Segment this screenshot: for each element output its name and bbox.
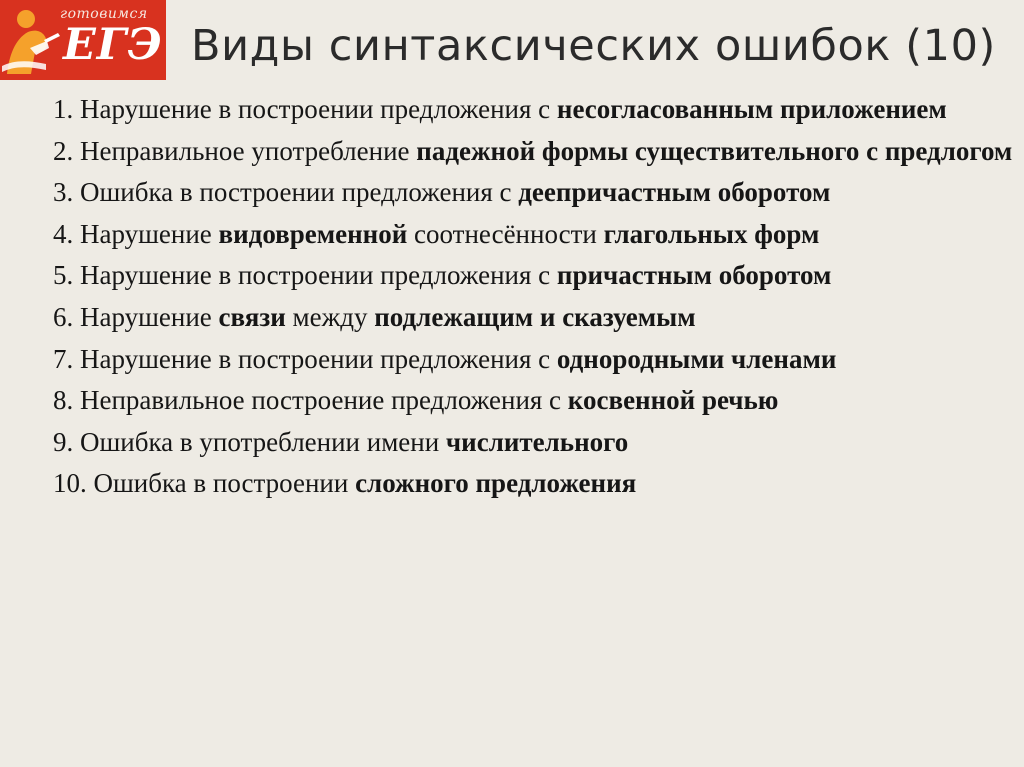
item-text: 5. Нарушение в построении предложения с bbox=[53, 260, 557, 291]
list-item bbox=[53, 89, 1013, 131]
item-text: 9. Ошибка в употреблении имени bbox=[53, 426, 446, 457]
item-text: 3. Ошибка в построении предложения с bbox=[53, 177, 519, 208]
item-text: между bbox=[285, 301, 375, 332]
list-item bbox=[53, 214, 1013, 256]
syntax-error-list bbox=[53, 89, 1013, 505]
list-item bbox=[53, 297, 1013, 339]
item-text: 2. Неправильное употребление bbox=[53, 135, 417, 166]
emphasized-term: подлежащим и сказуемым bbox=[374, 301, 696, 332]
item-text: 6. Нарушение bbox=[53, 301, 219, 332]
item-text: 10. Ошибка в построении bbox=[53, 468, 356, 499]
item-text: 1. Нарушение в построении предложения с bbox=[53, 94, 557, 124]
logo-tagline: готовимся bbox=[60, 6, 148, 22]
item-text: соотнесённости bbox=[407, 218, 604, 249]
list-item bbox=[53, 463, 1013, 505]
emphasized-term: связи bbox=[218, 301, 286, 332]
emphasized-term: сложного предложения bbox=[355, 468, 637, 499]
emphasized-term: падежной формы существительного с предлогом bbox=[416, 135, 1013, 166]
item-text: 7. Нарушение в построении предложения с bbox=[53, 343, 557, 374]
emphasized-term: однородными членами bbox=[556, 343, 837, 374]
emphasized-term: деепричастным оборотом bbox=[518, 177, 831, 208]
list-item bbox=[53, 255, 1013, 297]
list-item bbox=[53, 131, 1013, 173]
logo-brand-text: ЕГЭ bbox=[63, 20, 163, 70]
ege-logo bbox=[0, 0, 166, 80]
emphasized-term: числительного bbox=[445, 426, 629, 457]
item-text: 4. Нарушение bbox=[53, 218, 219, 249]
emphasized-term: косвенной речью bbox=[567, 385, 779, 416]
list-item bbox=[53, 380, 1013, 422]
emphasized-term: несогласованным приложением bbox=[556, 94, 947, 124]
emphasized-term: видовременной bbox=[218, 218, 408, 249]
item-text: 8. Неправильное построение предложения с bbox=[53, 385, 568, 416]
list-item bbox=[53, 172, 1013, 214]
list-item bbox=[53, 339, 1013, 381]
slide-title: Виды синтаксических ошибок (10) bbox=[191, 21, 996, 71]
emphasized-term: причастным оборотом bbox=[556, 260, 832, 291]
list-item bbox=[53, 422, 1013, 464]
emphasized-term: глагольных форм bbox=[603, 218, 820, 249]
